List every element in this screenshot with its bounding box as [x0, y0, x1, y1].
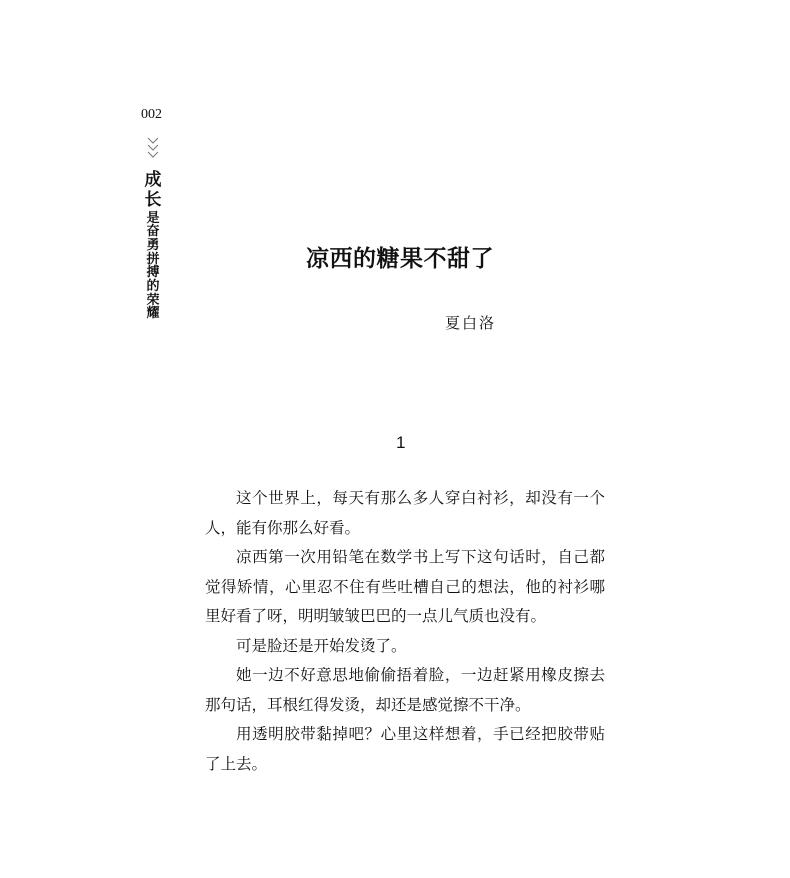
body-text	[205, 484, 605, 779]
running-title-char: 的	[146, 278, 160, 294]
paragraph: 可是脸还是开始发烫了。	[236, 636, 407, 655]
running-title-char: 搏	[146, 265, 160, 281]
page-number: 002	[141, 107, 162, 122]
paragraph: 她一边不好意思地偷偷捂着脸，一边赶紧用橡皮擦去那句话，耳根红得发烫，却还是感觉擦不干净。	[205, 666, 605, 714]
running-title-char: 荣	[146, 292, 160, 308]
running-title-char: 勇	[146, 237, 160, 253]
running-title-char: 是	[146, 210, 160, 226]
running-title-char: 长	[144, 189, 162, 210]
section-number: 1	[396, 433, 406, 452]
running-title-char: 耀	[146, 306, 160, 322]
paragraph: 这个世界上，每天有那么多人穿白衬衫，却没有一个人，能有你那么好看。	[205, 489, 605, 537]
running-title-char: 成	[144, 170, 162, 190]
paragraph: 凉西第一次用铅笔在数学书上写下这句话时，自己都觉得矫情，心里忍不住有些吐槽自己的想法，他的衬衫哪里好看了呀，明明皱皱巴巴的一点儿气质也没有。	[205, 548, 605, 625]
running-title-char: 拼	[146, 251, 160, 267]
author-name: 夏白洛	[445, 314, 497, 332]
paragraph: 用透明胶带黏掉吧？心里这样想着，手已经把胶带贴了上去。	[205, 725, 605, 773]
running-title-char: 奋	[146, 224, 160, 240]
triple-chevron-down-icon	[147, 137, 159, 159]
running-book-title	[144, 172, 162, 321]
chapter-title: 凉西的糖果不甜了	[306, 245, 494, 272]
